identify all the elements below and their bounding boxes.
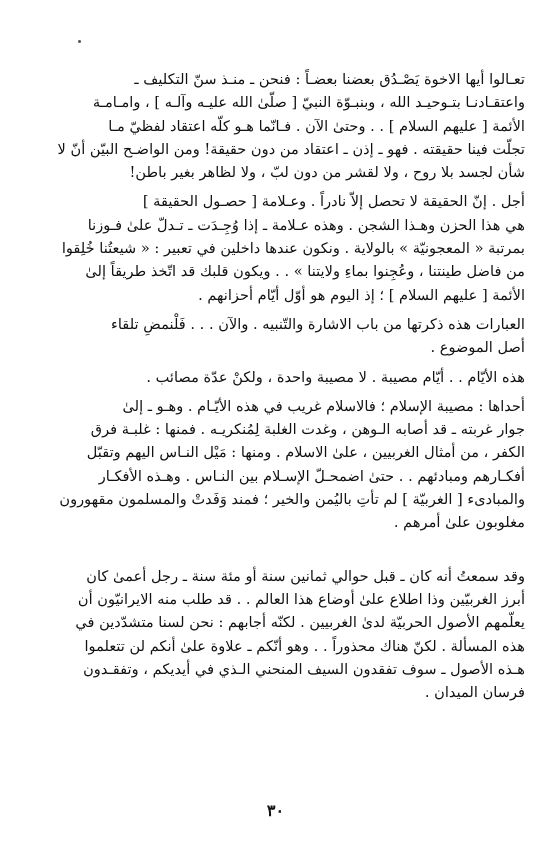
text-line: شأن لجسد بلا روح ، ولا لقشر من دون لبّ ، ولا لظاهر بغير باطن! <box>129 164 525 182</box>
page-number: ٣٠ <box>266 801 285 820</box>
paragraph <box>28 190 525 306</box>
text-line: هي هذا الحزن وهـذا الشجن . وهذه عـلامة ـ إذا وُجِـدَت ـ تـدلّ علىٰ فـوزنا <box>87 216 525 234</box>
text-line: أفكـارهم ومبادئهم . . حتىٰ اضمحـلّ الإسـلام بين النـاس . وهـذه الأفكـار <box>98 467 525 485</box>
text-line: هـذه الأصول ـ سوف تفقدون السيف المنحني الـذي في أيديكم ، وتفقـدون <box>83 660 525 678</box>
text-line: جوار غربته ـ قد أصابه الـوهن ، وغدت الغلبة لِمُنكريـه . فمنها : غلبـة فرق <box>90 421 525 439</box>
text-line: مغلوبون علىٰ أمرهم . <box>393 514 525 532</box>
text-line: يعلّمهم الأصول الحربيّة لدىٰ الغربيين . لكنّه أجابهم : نحن لسنا متشدّدين في <box>75 614 525 632</box>
text-line: بمرتبة « المعجونيّة » بالولاية . ونكون عندها داخلين في تعبير : « شيعتُنا خُلِقوا <box>61 240 525 258</box>
text-line: أحداها : مصيبة الإسلام ؛ فالاسلام غريب في هذه الأيّـام . وهـو ـ إلىٰ <box>122 397 525 415</box>
text-line: هذه المسألة . لكنّ هناك محذوراً . . وهو أنّكم ـ علاوة علىٰ أنكم لن تتعلموا <box>84 637 525 655</box>
text-line: هذه الأيّام . . أيّام مصيبة . لا مصيبة واحدة ، ولكنْ عدّة مصائب . <box>146 368 525 386</box>
text-line: أجل . إنّ الحقيقة لا تحصل إلاّ نادراً . وعـلامة [ حصـول الحقيقة ] <box>142 193 525 211</box>
text-line: تعـالوا أيها الاخوة يَصْـدُق بعضنا بعضـاً : فنحن ـ منـذ سنّ التكليف ـ <box>134 71 525 88</box>
text-line: الكفر ، من أمثال الغربيين ، علىٰ الاسلام . ومنها : مَيْل النـاس اليهم وتقبّل <box>86 444 525 462</box>
paragraph <box>28 366 525 389</box>
paragraph <box>28 565 525 705</box>
text-line: العبارات هذه ذكرتها من باب الاشارة والتّنبيه . والآن . . . فَلْنمضِ تلقاء <box>111 315 525 333</box>
paragraph <box>28 313 525 360</box>
text-line: أصل الموضوع . <box>430 339 525 357</box>
text-line: وقد سمعتُ أنه كان ـ قبل حوالي ثمانين سنة أو مئة سنة ـ رجل أعمىٰ كان <box>86 567 525 585</box>
text-line: تجلّت فينا حقيقته . فهو ـ إذن ـ اعتقاد من دون حقيقة! ومن الواضـح البيّن أنّ لا <box>57 140 525 158</box>
paragraph <box>28 68 525 184</box>
text-line: واعتقـادنـا بتـوحيـد الله ، وبنبـوّة النبيّ [ صلّىٰ الله عليـه وآلـه ] ، وامـامـة <box>92 94 525 112</box>
page-body <box>28 68 525 704</box>
text-line: والمبادىء [ الغربيّة ] لم تأتِ باليُمن والخير ؛ فمند وَفَدتْ والمسلمون مقهورون <box>59 491 525 509</box>
text-line: الأئمة [ عليهم السلام ] ؛ إذ اليوم هو أوّل أيّام أحزانهم . <box>198 286 525 304</box>
text-line: أبرز الغربيّين وذا اطلاع علىٰ أوضاع هذا العالم . . قد طلب منه الايرانيّون أن <box>77 590 525 608</box>
text-line: الأئمة [ عليهم السلام ] . . وحتىٰ الآن . فـانّما هـو كلّه اعتقاد لفظيّ مـا <box>108 117 525 135</box>
paragraph <box>28 395 525 535</box>
text-line: من فاضل طينتنا ، وعُجِنوا بماءِ ولايتنا » . . ويكون قلبك قد اتّخذ طريقاً إلىٰ <box>85 263 525 281</box>
text-line: فرسان الميدان . <box>424 684 525 702</box>
page-speck <box>78 40 81 43</box>
